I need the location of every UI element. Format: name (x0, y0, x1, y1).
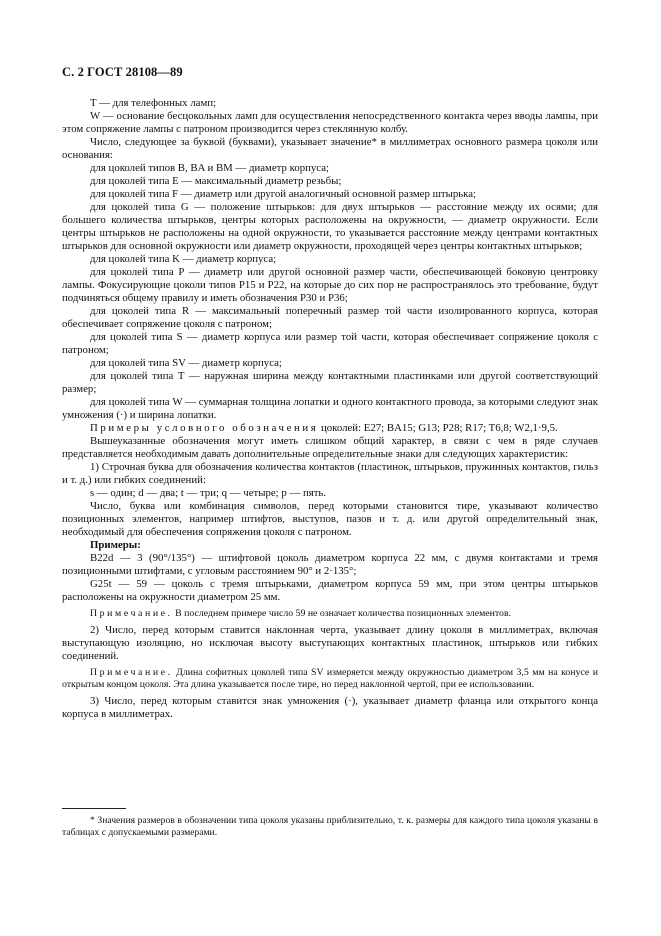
paragraph: для цоколей типа K — диаметр корпуса; (90, 253, 277, 265)
example-item: B22d — 3 (90°/135°) — штифтовой цоколь диаметром корпуса 22 мм, с двумя контактами и тремя позиционными штифтами, с угловым расстоянием 90° и 2·135°; (62, 552, 598, 577)
paragraph: 1) Строчная буква для обозначения количества контактов (пластинок, штырьков, пружинных контактов, гильз и т. д.) или гибких соединений: (62, 461, 598, 486)
paragraph: для цоколей типа G — положение штырьков: для двух штырьков — расстояние между их осями; для большего количества штырьков, центры которых расположены на окружности, — диаметр окружности. Если центры штырьков не расположены на одной окружности, то указывается расстояние между центрами контактных штырьков для основной окружности или диаметр окружности, проходящей через центры контактных штырьков; (62, 201, 598, 252)
note-label: Примечание. (90, 608, 173, 619)
paragraph: для цоколей типа R — максимальный поперечный размер той части изолированного корпуса, которая обеспечивает сопряжение цоколя с патроном; (62, 305, 598, 330)
footnote-divider (62, 808, 126, 809)
paragraph: 2) Число, перед которым ставится наклонная черта, указывает длину цоколя в миллиметрах, включая выступающую изоляцию, но исключая высоту выступающих контактных пластинок, штырьков или гибких соединений. (62, 624, 598, 662)
example-item: G25t — 59 — цоколь с тремя штырьками, диаметром корпуса 59 мм, при этом центры штырьков расположены на окружности диаметром 25 мм. (62, 578, 598, 603)
paragraph: Вышеуказанные обозначения могут иметь слишком общий характер, в связи с чем в ряде случаев представляется необходимым давать дополнительные определительные знаки для следующих характеристик: (62, 435, 598, 460)
paragraph: для цоколей типов B, BA и BM — диаметр корпуса; (90, 162, 330, 174)
footnote (62, 815, 598, 839)
paragraph: Число, буква или комбинация символов, перед которыми становится тире, указывают количество позиционных элементов, например штифтов, выступов, пазов и т. д. или другой определительный знак, необходимый для обеспечения сопряжения цоколя с патроном. (62, 500, 598, 538)
paragraph: W — основание бесцокольных ламп для осуществления непосредственного контакта через вводы лампы, при этом сопряжение лампы с патроном производится через стеклянную колбу. (62, 110, 598, 135)
note (62, 608, 598, 620)
paragraph: для цоколей типа S — диаметр корпуса или размер той части, которая обеспечивает сопряжение цоколя с патроном; (62, 331, 598, 356)
note-text: В последнем примере число 59 не означает количества позиционных элементов. (172, 608, 512, 619)
paragraph: для цоколей типа F — диаметр или другой аналогичный основной размер штырька; (90, 188, 477, 200)
paragraph: Число, следующее за буквой (буквами), указывает значение* в миллиметрах основного размера цоколя или основания: (62, 136, 598, 161)
examples-label: Примеры условного обозначения (90, 422, 319, 434)
paragraph: для цоколей типа T — наружная ширина между контактными пластинками или другой соответствующий размер; (62, 370, 598, 395)
note-label: Примечание. (90, 667, 173, 678)
document-body (62, 97, 598, 721)
paragraph: 3) Число, перед которым ставится знак умножения (·), указывает диаметр фланца или открытого конца корпуса в миллиметрах. (62, 695, 598, 720)
paragraph: T — для телефонных ламп; (90, 97, 217, 109)
note-text: Длина софитных цоколей типа SV измеряется между окружностью диаметром 3,5 мм на конусе и открытым концом цоколя. Эта длина указывается после тире, но перед наклонной чертой, при ее использовании. (62, 667, 598, 690)
footnote-text: * Значения размеров в обозначении типа цоколя указаны приблизительно, т. к. размеры для каждого типа цоколя указаны в таблицах с допускаемыми размерами. (62, 815, 598, 838)
paragraph: для цоколей типа SV — диаметр корпуса; (90, 357, 282, 369)
paragraph: s — один; d — два; t — три; q — четыре; p — пять. (90, 487, 327, 499)
paragraph: для цоколей типа P — диаметр или другой основной размер части, обеспечивающей боковую центровку лампы. Фокусирующие цоколи типов P15 и P22, на которые до сих пор не распространялось это требование, будут подчиняться общему правилу и иметь обозначения P30 и P36; (62, 266, 598, 304)
page-header: С. 2 ГОСТ 28108—89 (62, 65, 183, 79)
paragraph: для цоколей типа E — максимальный диаметр резьбы; (90, 175, 342, 187)
examples-heading: Примеры: (90, 539, 141, 551)
examples-text: цоколей: E27; BA15; G13; P28; R17; T6,8; W2,1·9,5. (318, 422, 558, 434)
note (62, 667, 598, 691)
examples-designation (62, 422, 598, 435)
paragraph: для цоколей типа W — суммарная толщина лопатки и одного контактного провода, за которыми следуют знак умножения (·) и ширина лопатки. (62, 396, 598, 421)
